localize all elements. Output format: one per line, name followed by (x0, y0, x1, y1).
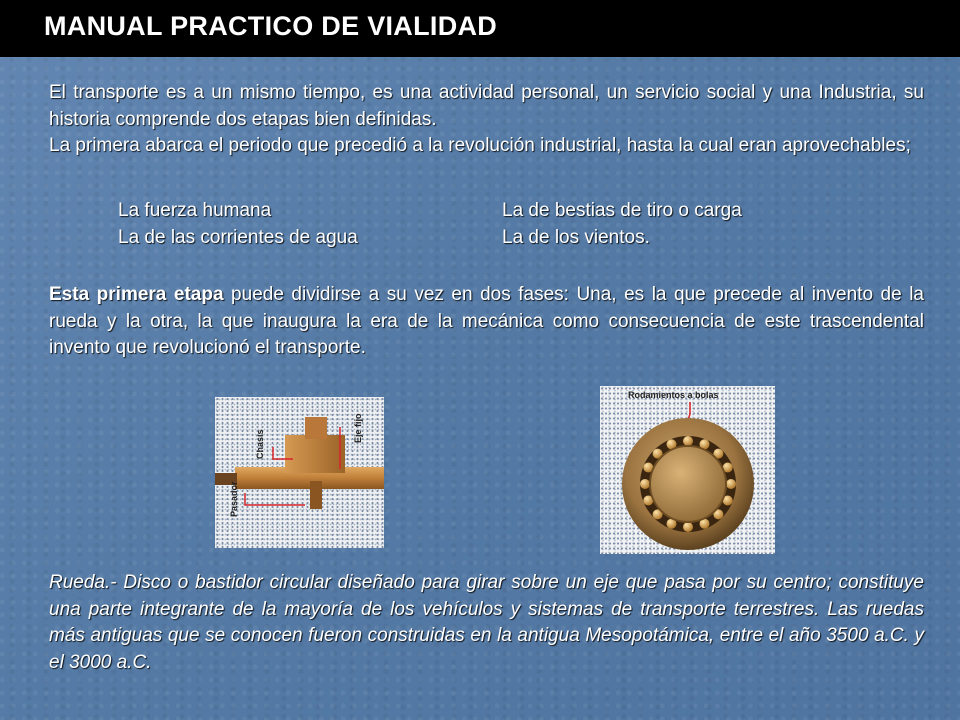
list-item: La de los vientos. (502, 227, 650, 248)
list-row (118, 225, 878, 252)
paragraph-wheel-definition: Rueda.- Disco o bastidor circular diseñado para girar sobre un eje que pasa por su centro; constituye una parte integrante de la mayoría de los vehículos y sistemas de transporte terrestres. Las ruedas más antiguas que se conocen fueron construidas en la antigua Mesopotámica, entre el año 3500 a.C. y el 3000 a.C. (49, 572, 924, 673)
list-item: La de las corrientes de agua (118, 227, 358, 248)
bearing-ball (640, 479, 650, 489)
ball-bearing-diagram (600, 386, 775, 554)
pasador-label: Pasador (229, 481, 239, 517)
list-row (118, 198, 878, 225)
bearing-label: Rodamientos a bolas (628, 390, 719, 400)
intro-text (49, 80, 924, 160)
energy-sources-list (118, 198, 878, 252)
eje-label: Eje fijo (353, 413, 363, 443)
bearing-ball (683, 522, 693, 532)
fixed-axle-top (305, 417, 327, 439)
paragraph-first-stage: La primera abarca el periodo que precedió a la revolución industrial, hasta la cual eran aprovechables; (49, 135, 911, 156)
pin (310, 481, 322, 509)
axle-diagram-image (215, 397, 384, 548)
list-item: La fuerza humana (118, 200, 272, 221)
list-item: La de bestias de tiro o carga (502, 200, 742, 221)
bearing-ball (726, 479, 736, 489)
bold-phrase: Esta primera etapa (49, 284, 224, 305)
axle-diagram (215, 397, 384, 548)
page-title: MANUAL PRACTICO DE VIALIDAD (44, 11, 498, 41)
title-bar (0, 0, 960, 57)
bearing-ball (683, 436, 693, 446)
chassis-block (285, 435, 345, 473)
paragraph-transport: El transporte es a un mismo tiempo, es una actividad personal, un servicio social y una Industria, su historia comprende dos etapas bien definidas. (49, 82, 924, 130)
pasador-leader (245, 493, 305, 505)
ball-bearing-image (600, 386, 775, 554)
phases-text: puede dividirse a su vez en dos fases: Una, es la que precede al invento de la rueda y la otra, la que inaugura la era de la mecánica como consecuencia de este trascendental invento que revolucionó el transporte. (49, 284, 924, 358)
paragraph-phases (49, 282, 924, 362)
chasis-label: Chasis (255, 429, 265, 459)
